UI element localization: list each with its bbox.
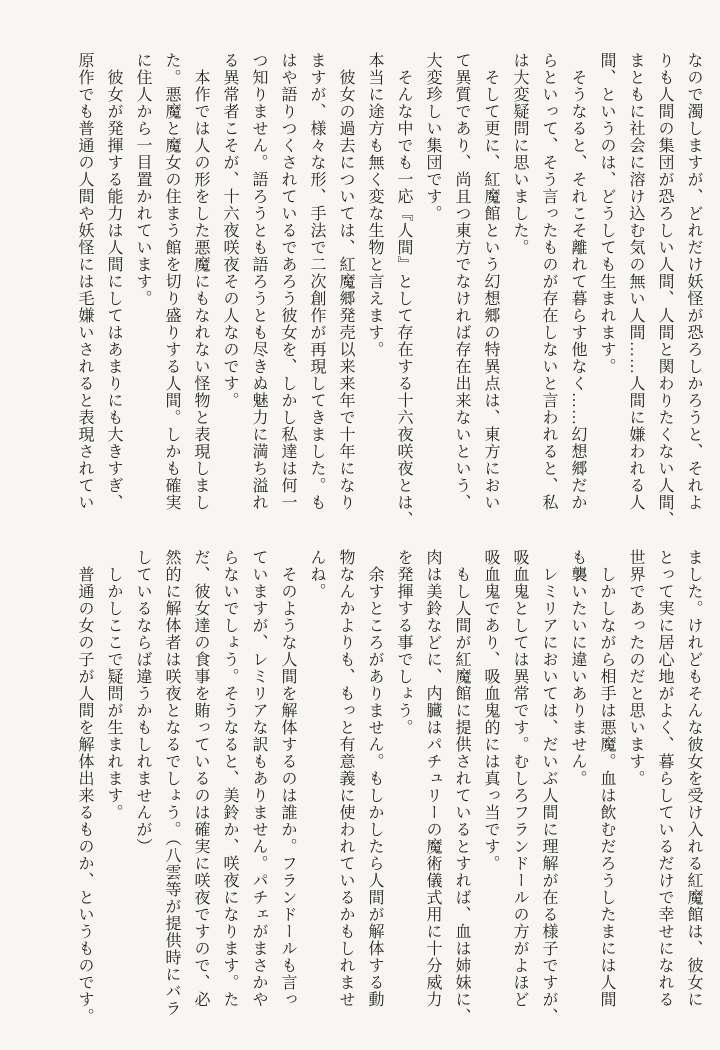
text-column: そのような人間を解体するのは誰か。フランドールも言っ (279, 566, 296, 1008)
text-column: 間、というのは、どうしても生まれます。 (598, 52, 615, 375)
text-column: た。悪魔と魔女の住まう館を切り盛りする人間。しかも確実 (163, 52, 180, 511)
text-column: 吸血鬼であり、吸血鬼的には真っ当です。 (482, 549, 499, 872)
text-column: まともに社会に溶け込む気の無い人間……人間に嫌われる人 (627, 52, 644, 511)
text-column: に住人から一目置かれています。 (134, 52, 151, 307)
text-column: も襲いたいに違いありません。 (569, 549, 586, 787)
text-column: しかしながら相手は悪魔。血は飲むだろうしたまには人間 (598, 566, 615, 1008)
text-column: を発揮する事でしょう。 (395, 549, 412, 736)
text-column: 肉は美鈴などに、内臓はパチュリーの魔術儀式用に十分威力 (424, 549, 441, 1008)
text-column: しているならば違うかもしれませんが） (134, 549, 151, 855)
text-column: 世界であったのだと思います。 (627, 549, 644, 787)
text-column: だ、彼女達の食事を賄っているのは確実に咲夜ですので、必 (192, 549, 209, 1008)
text-column: 原作でも普通の人間や妖怪には毛嫌いされると表現されてい (76, 52, 93, 511)
text-column: つ知りません。語ろうとも語ろうとも尽きぬ魅力に満ち溢れ (250, 52, 267, 511)
text-column: らないでしょう。そうなると、美鈴か、咲夜になります。た (221, 549, 238, 1008)
text-column: りも人間の集団が恐ろしい人間、人間と関わりたくない人間、 (656, 52, 673, 528)
text-column: らといって、そう言ったものが存在しないと言われると、私 (540, 52, 557, 511)
text-column: 大変珍しい集団です。 (424, 52, 441, 222)
text-column: 余すところがありません。もしかしたら人間が解体する動 (366, 566, 383, 1008)
text-column: ますが、様々な形、手法で二次創作が再現してきました。も (308, 52, 325, 511)
text-column: 吸血鬼としては異常です。むしろフランドールの方がよほど (511, 549, 528, 1008)
text-column: はや語りつくされているであろう彼女を、しかし私達は何一 (279, 52, 296, 511)
text-column: そうなると、それこそ離れて暮らす他なく……幻想郷だか (569, 69, 586, 511)
text-column: 本当に途方も無く変な生物と言えます。 (366, 52, 383, 358)
text-column: なので濁しますが、どれだけ妖怪が恐ろしかろうと、それよ (685, 52, 702, 511)
text-column: 然的に解体者は咲夜となるでしょう。（八雲等が提供時にバラ (163, 549, 180, 1017)
text-column: 物なんかよりも、もっと有意義に使われているかもしれませ (337, 549, 354, 1008)
text-column: 彼女が発揮する能力は人間にしてはあまりにも大きすぎ、 (105, 69, 122, 511)
text-column: そんな中でも一応『人間』として存在する十六夜咲夜とは、 (395, 69, 412, 528)
text-column: んね。 (308, 549, 325, 600)
text-column: そして更に、紅魔館という幻想郷の特異点は、東方におい (482, 69, 499, 511)
text-column: て異質であり、尚且つ東方でなければ存在出来ないという、 (453, 52, 470, 511)
text-column: 彼女の過去については、紅魔郷発売以来来年で十年になり (337, 69, 354, 511)
text-column: は大変疑問に思いました。 (511, 52, 528, 256)
text-column: もし人間が紅魔館に提供されているとすれば、血は姉妹に、 (453, 566, 470, 1025)
text-column: ました。けれどもそんな彼女を受け入れる紅魔館は、彼女に (685, 549, 702, 1008)
text-column: る異常者こそが、十六夜咲夜その人なのです。 (221, 52, 238, 409)
text-block-top (70, 52, 708, 534)
text-block-bottom (70, 549, 708, 1031)
text-column: 本作では人の形をした悪魔にもなれない怪物と表現しまし (192, 69, 209, 511)
text-column: しかしここで疑問が生まれます。 (105, 566, 122, 821)
text-column: 普通の女の子が人間を解体出来るものか、というものです。 (76, 566, 93, 1025)
text-column: ていますが、レミリアな訳もありません。パチェがまさかや (250, 549, 267, 1008)
text-column: レミリアにおいては、だいぶ人間に理解が在る様子ですが、 (540, 566, 557, 1025)
text-column: とって実に居心地がよく、暮らしているだけで幸せになれる (656, 549, 673, 1008)
